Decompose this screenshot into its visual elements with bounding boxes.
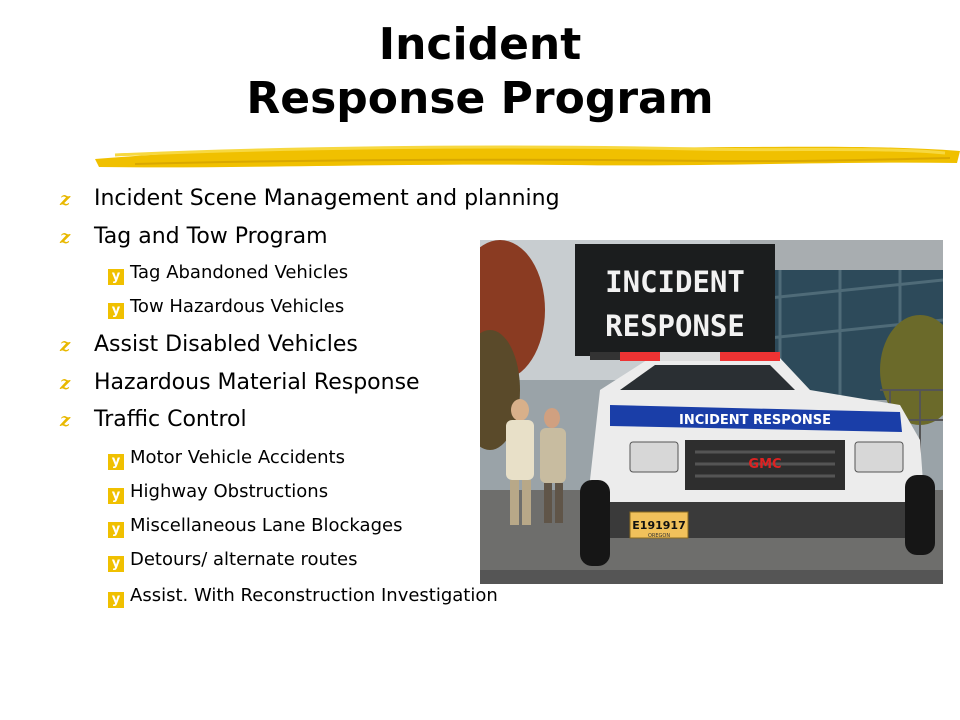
title-line-1: Incident xyxy=(378,19,582,70)
grille-brand: GMC xyxy=(748,457,782,472)
plate-state: OREGON xyxy=(647,533,671,539)
bullet-marker: z xyxy=(60,189,71,210)
sub-bullet-marker: y xyxy=(108,303,124,319)
bullet-item xyxy=(60,407,247,434)
sub-bullet-item xyxy=(108,296,344,319)
bullet-marker: z xyxy=(60,227,71,248)
title-line-2: Response Program xyxy=(246,73,714,124)
bullet-text: Traffic Control xyxy=(94,407,247,432)
sub-bullet-item xyxy=(108,515,402,538)
hood-text: INCIDENT RESPONSE xyxy=(679,413,831,428)
bullet-text: Highway Obstructions xyxy=(130,481,329,502)
sub-bullet-marker: y xyxy=(108,522,124,538)
bullet-item xyxy=(60,332,358,359)
bullet-text: Detours/ alternate routes xyxy=(130,549,358,570)
bullet-text: Tag Abandoned Vehicles xyxy=(130,262,349,283)
sub-bullet-item xyxy=(108,262,348,285)
bullet-text: Miscellaneous Lane Blockages xyxy=(130,515,403,536)
incident-response-truck-photo xyxy=(480,240,943,584)
plate-number: E191917 xyxy=(632,519,686,532)
sub-bullet-marker: y xyxy=(108,488,124,504)
sign-line-1: INCIDENT xyxy=(605,265,745,299)
sub-bullet-item xyxy=(108,447,345,470)
bullet-marker: z xyxy=(60,335,71,356)
bullet-item xyxy=(60,370,420,397)
sub-bullet-item xyxy=(108,585,498,608)
bullet-text: Assist Disabled Vehicles xyxy=(94,332,358,357)
bullet-text: Tag and Tow Program xyxy=(94,224,328,249)
bullet-text: Incident Scene Management and planning xyxy=(94,186,560,211)
bullet-text: Assist. With Reconstruction Investigation xyxy=(130,585,498,606)
bullet-item xyxy=(60,186,560,213)
sign-line-2: RESPONSE xyxy=(605,309,745,343)
sub-bullet-marker: y xyxy=(108,592,124,608)
sub-bullet-marker: y xyxy=(108,454,124,470)
bullet-text: Motor Vehicle Accidents xyxy=(130,447,345,468)
sub-bullet-marker: y xyxy=(108,269,124,285)
bullet-marker: z xyxy=(60,410,71,431)
bullet-text: Hazardous Material Response xyxy=(94,370,420,395)
sub-bullet-item xyxy=(108,549,357,572)
sub-bullet-marker: y xyxy=(108,556,124,572)
bullet-text: Tow Hazardous Vehicles xyxy=(130,296,345,317)
sub-bullet-item xyxy=(108,481,328,504)
bullet-item xyxy=(60,224,328,251)
bullet-marker: z xyxy=(60,373,71,394)
